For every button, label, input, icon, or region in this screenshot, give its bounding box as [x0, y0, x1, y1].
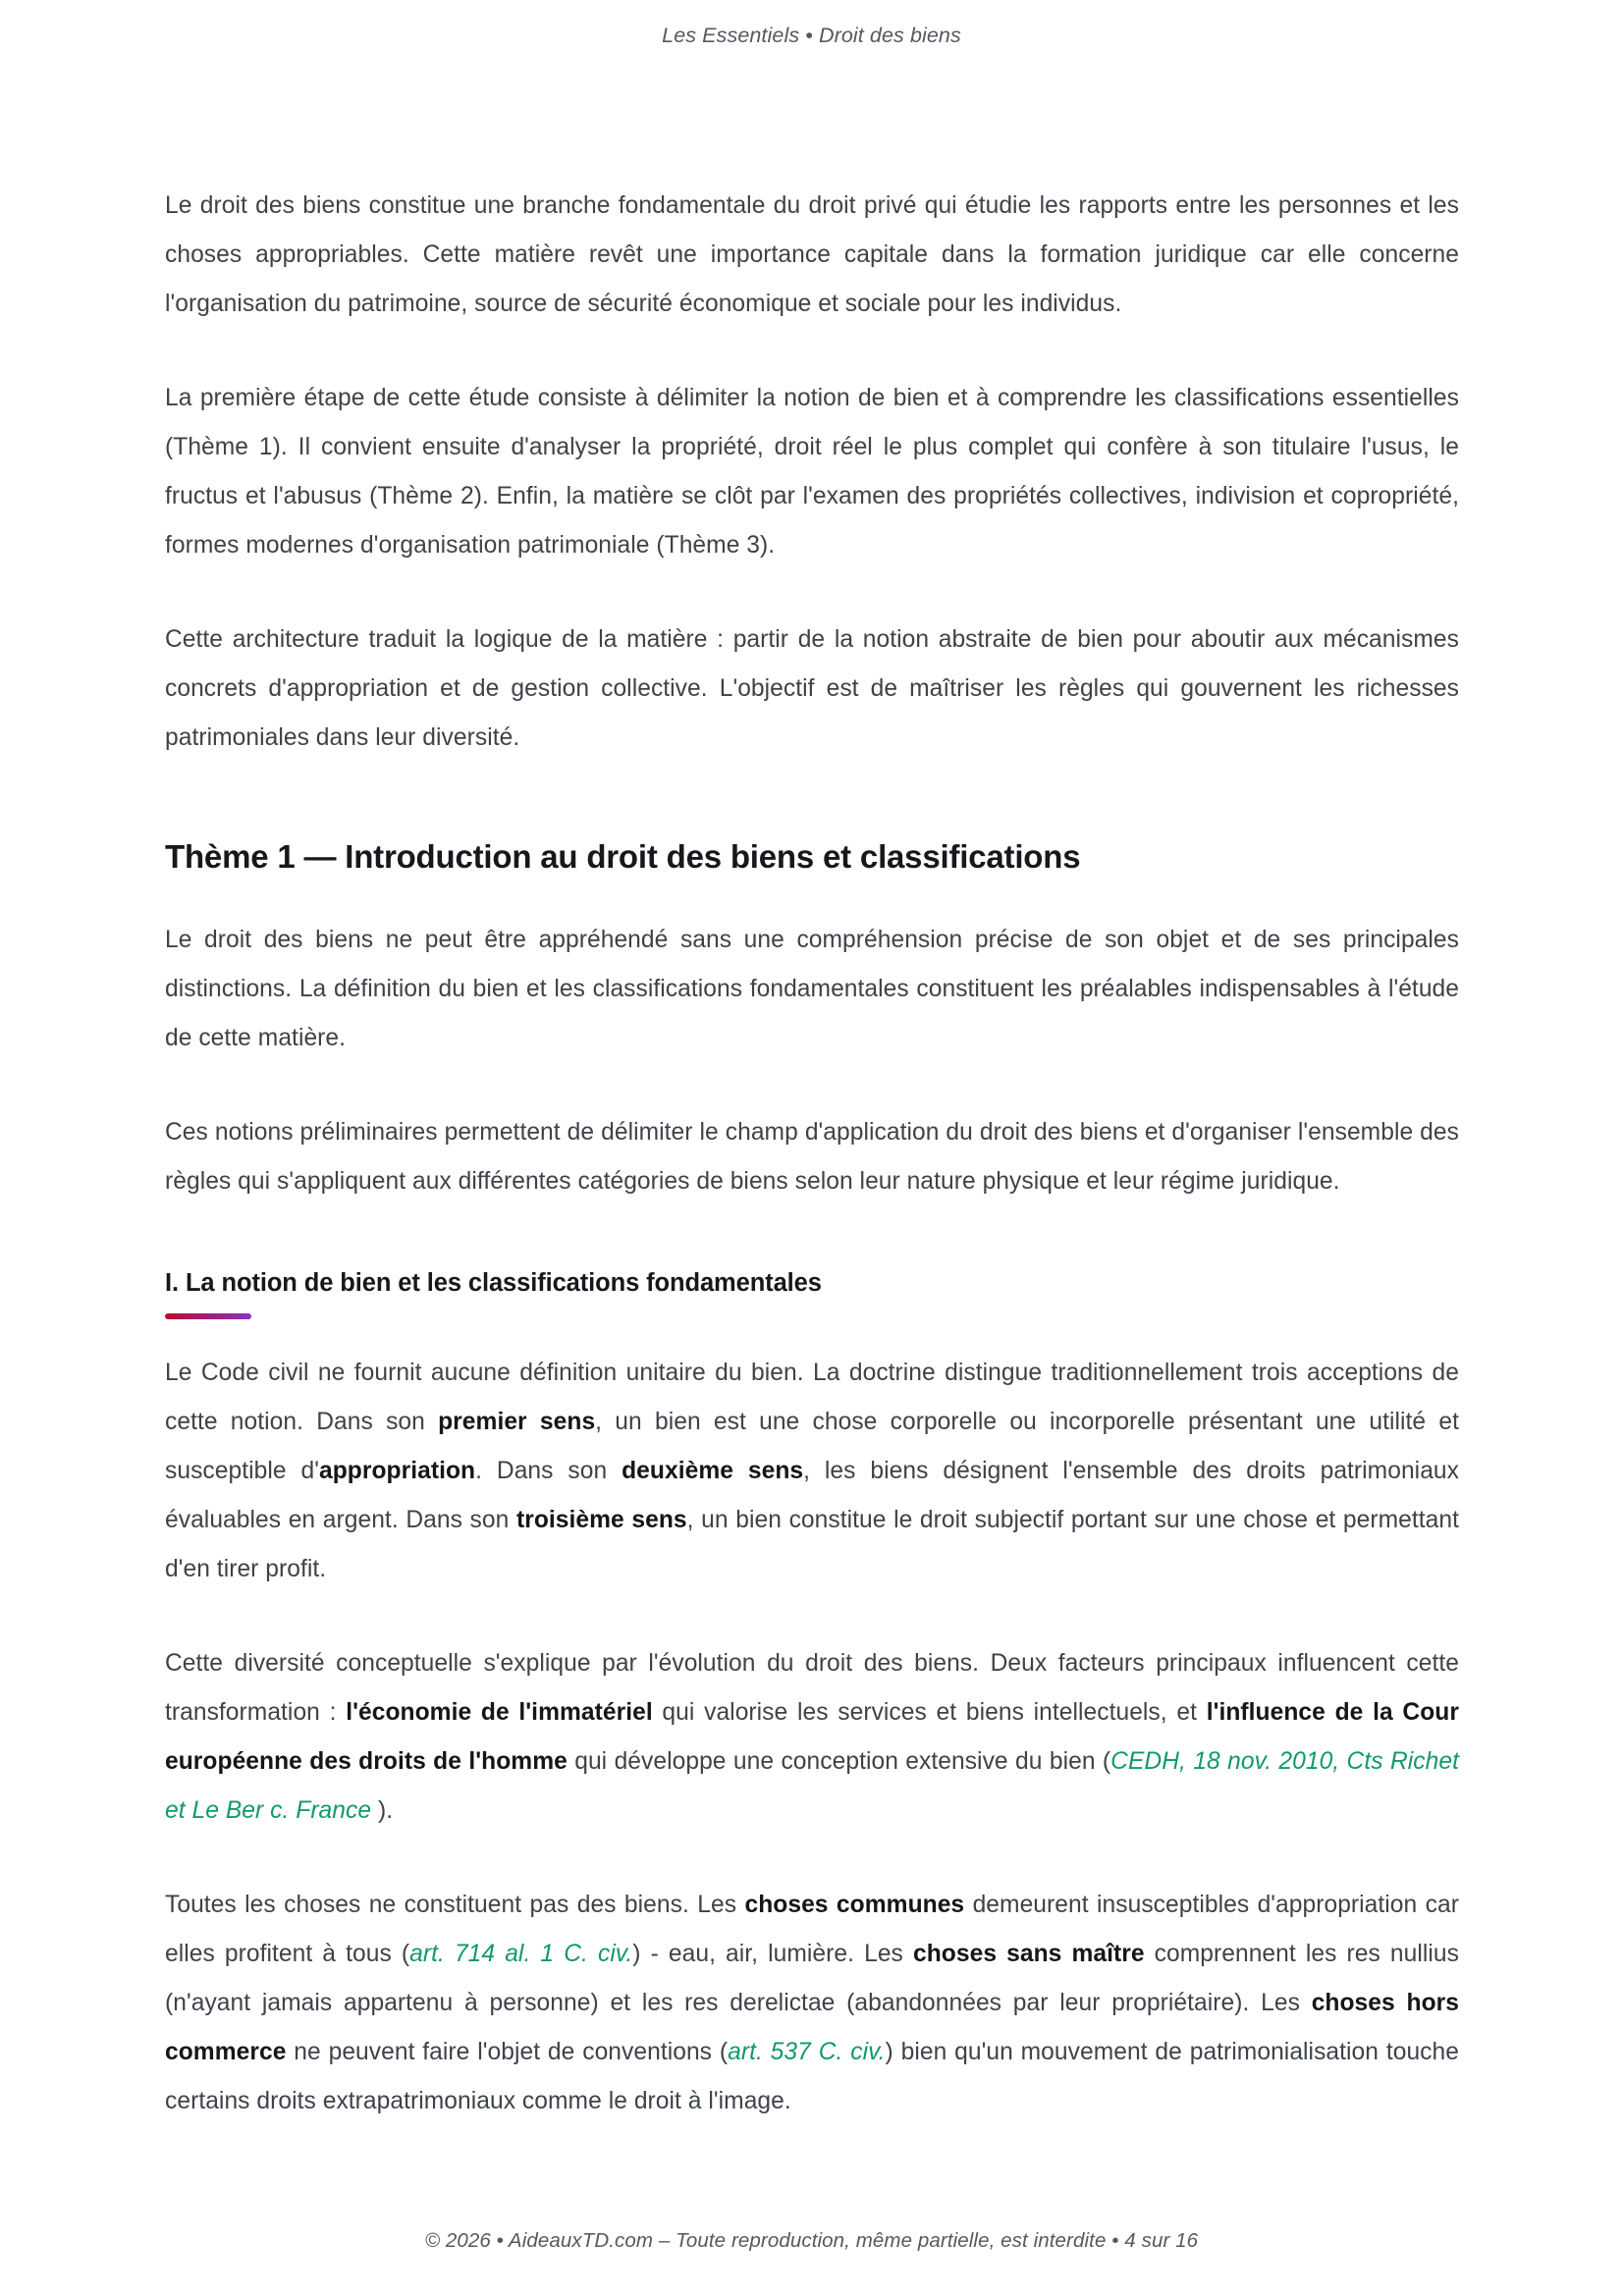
theme-paragraph-2: Ces notions préliminaires permettent de délimiter le champ d'application du droit des biens et d'organiser l'ensemble des règles qui s'appliquent aux différentes catégories de biens selon leur nature physique et leur régime juridique. [165, 1118, 1459, 1195]
text-run: qui valorise les services et biens intellectuels, et [652, 1698, 1207, 1726]
term-deuxieme-sens: deuxième sens [622, 1457, 804, 1484]
text-run: ) bien qu'un mouvement de patrimonialisation touche certains droits extrapatrimoniaux comme le droit à l'image. [165, 2038, 1459, 2114]
text-run: Toutes les choses ne constituent pas des biens. Les [165, 1891, 745, 1918]
text-run: demeurent insusceptibles d'appropriation car elles profitent à tous ( [165, 1891, 1459, 1967]
text-run: qui développe une conception extensive du bien ( [567, 1747, 1111, 1775]
intro-paragraph-1: Le droit des biens constitue une branche fondamentale du droit privé qui étudie les rapports entre les personnes et les choses appropriables. Cette matière revêt une importance capitale dans la formation juridique car elle concerne l'organisation du patrimoine, source de sécurité économique et sociale pour les individus. [165, 192, 1459, 317]
text-run: . Dans son [475, 1457, 622, 1484]
term-premier-sens: premier sens [438, 1408, 596, 1435]
text-run: Le Code civil ne fournit aucune définition unitaire du bien. La doctrine distingue traditionnellement trois acceptions de cette notion. Dans son [165, 1359, 1459, 1435]
running-header: Les Essentiels • Droit des biens [662, 24, 961, 47]
theme-paragraph-1: Le droit des biens ne peut être appréhendé sans une compréhension précise de son objet et de ses principales distinctions. La définition du bien et les classifications fondamentales constituent les préalables indispensables à l'étude de cette matière. [165, 926, 1459, 1051]
citation-art-537: art. 537 C. civ. [728, 2038, 886, 2065]
section-heading: I. La notion de bien et les classifications fondamentales [165, 1268, 822, 1297]
term-choses-hors-commerce: choses hors commerce [165, 1989, 1460, 2065]
text-run: ). [371, 1796, 394, 1824]
section-heading-accent-rule [165, 1313, 251, 1319]
term-choses-sans-maitre: choses sans maître [912, 1940, 1145, 1967]
theme-heading: Thème 1 — Introduction au droit des biens et classifications [165, 838, 1081, 875]
section-paragraph-2 [165, 1639, 1459, 1836]
text-run: , un bien constitue le droit subjectif portant sur une chose et permettant d'en tirer profit. [165, 1506, 1459, 1582]
intro-paragraph-3: Cette architecture traduit la logique de la matière : partir de la notion abstraite de bien pour aboutir aux mécanismes concrets d'appropriation et de gestion collective. L'objectif est de maîtriser les règles qui gouvernent les richesses patrimoniales dans leur diversité. [165, 626, 1459, 751]
text-run: ne peuvent faire l'objet de conventions ( [286, 2038, 729, 2065]
text-run: Cette diversité conceptuelle s'explique par l'évolution du droit des biens. Deux facteurs principaux influencent cette transformation : [165, 1649, 1459, 1726]
term-economie-immateriel: l'économie de l'immatériel [346, 1698, 653, 1726]
citation-cedh-2010: CEDH, 18 nov. 2010, Cts Richet et Le Ber c. France [165, 1747, 1459, 1824]
page-content [165, 182, 1459, 2126]
text-run: comprennent les res nullius (n'ayant jamais appartenu à personne) et les res derelictae (abandonnées par leur propriétaire). Les [165, 1940, 1459, 2016]
section-paragraph-1 [165, 1349, 1459, 1594]
text-run: , un bien est une chose corporelle ou incorporelle présentant une utilité et susceptible d' [165, 1408, 1459, 1484]
term-influence-cedh: l'influence de la Cour européenne des droits de l'homme [165, 1698, 1459, 1775]
text-run: ) - eau, air, lumière. Les [632, 1940, 913, 1967]
intro-paragraph-2: La première étape de cette étude consiste à délimiter la notion de bien et à comprendre les classifications essentielles (Thème 1). Il convient ensuite d'analyser la propriété, droit réel le plus complet qui confère à son titulaire l'usus, le fructus et l'abusus (Thème 2). Enfin, la matière se clôt par l'examen des propriétés collectives, indivision et copropriété, formes modernes d'organisation patrimoniale (Thème 3). [165, 385, 1459, 559]
term-troisieme-sens: troisième sens [515, 1506, 687, 1533]
citation-art-714: art. 714 al. 1 C. civ. [409, 1940, 633, 1967]
text-run: , les biens désignent l'ensemble des droits patrimoniaux évaluables en argent. Dans son [165, 1457, 1459, 1533]
term-appropriation: appropriation [318, 1457, 476, 1484]
section-paragraph-3 [165, 1881, 1459, 2126]
page-footer: © 2026 • AideauxTD.com – Toute reproduction, même partielle, est interdite • 4 sur 16 [424, 2229, 1199, 2252]
term-choses-communes: choses communes [744, 1891, 965, 1918]
